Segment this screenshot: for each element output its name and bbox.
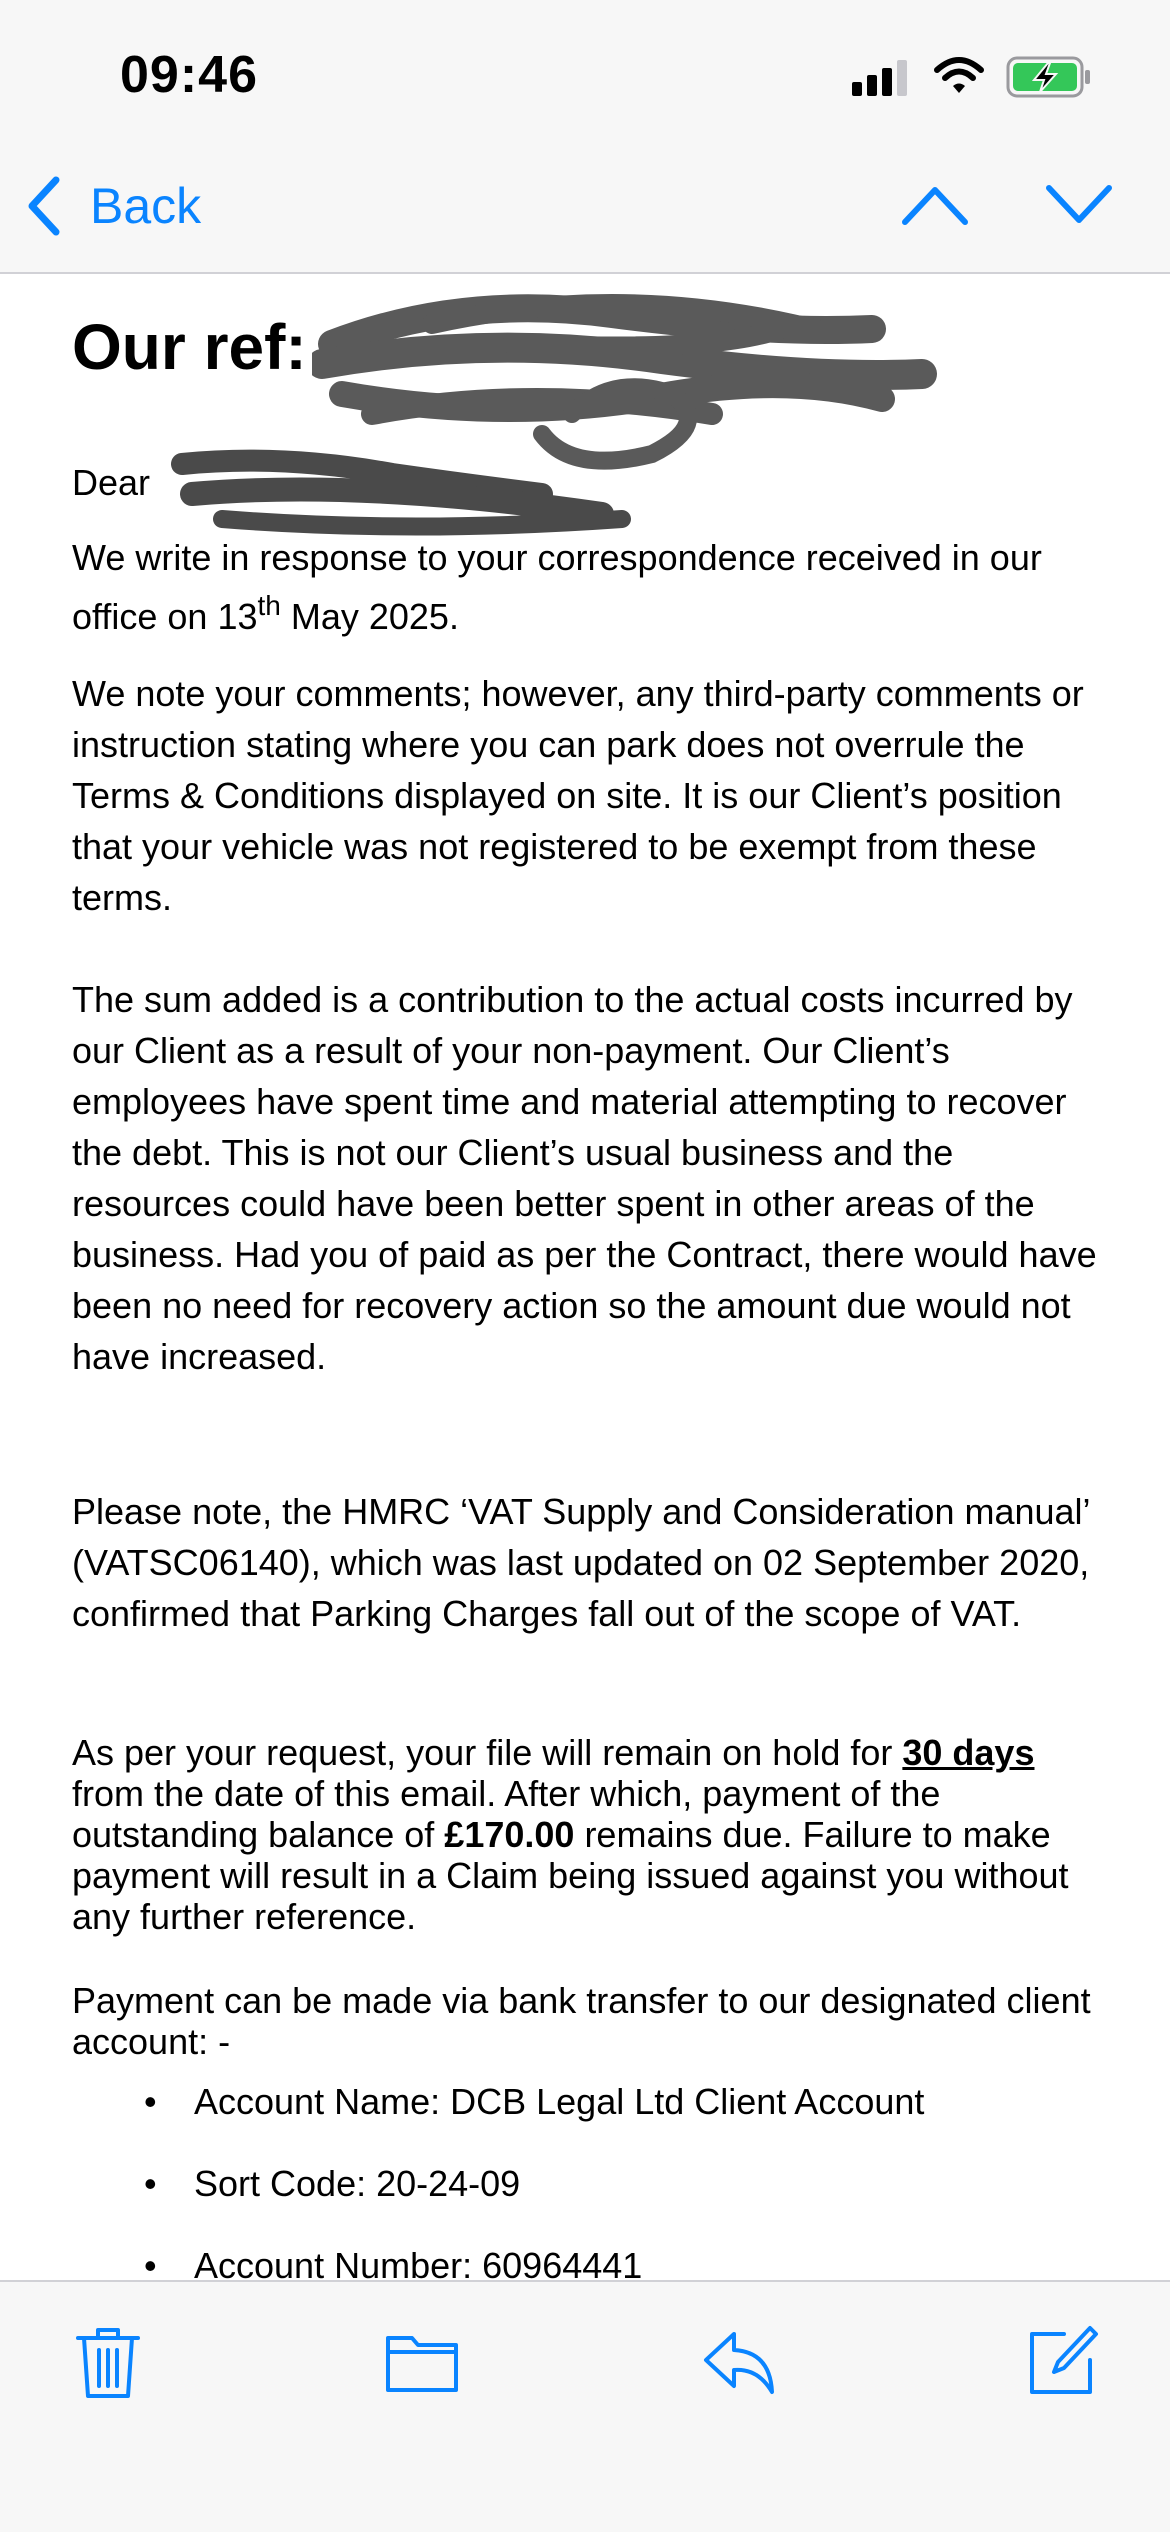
signal-icon <box>852 60 910 96</box>
message-body[interactable] <box>72 274 1112 2280</box>
folder-icon[interactable] <box>384 2324 460 2400</box>
wifi-icon <box>934 56 984 96</box>
balance-amount: £170.00 <box>444 1814 575 1855</box>
battery-charging-icon <box>1006 56 1092 98</box>
chevron-left-icon <box>24 174 64 238</box>
reference-heading: Our ref: <box>72 311 307 383</box>
bottom-toolbar <box>0 2280 1170 2532</box>
paragraph-costs: The sum added is a contribution to the actual costs incurred by our Client as a result of your non-payment. Our Client’s employees have spent time and material attempting to recover the debt. This is not our Client’s usual business and the resources could have been better spent in other areas of the business. Had you of paid as per the Contract, there would have been no need for recovery action so the amount due would not have increased. <box>72 979 1097 1377</box>
status-time: 09:46 <box>120 46 258 104</box>
paragraph-vat: Please note, the HMRC ‘VAT Supply and Consideration manual’ (VATSC06140), which was last updated on 02 September 2020, confirmed that Parking Charges fall out of the scope of VAT. <box>72 1491 1090 1634</box>
paragraph-payment: Payment can be made via bank transfer to our designated client account: - <box>72 1980 1091 2062</box>
salutation: Dear <box>72 462 151 503</box>
trash-icon[interactable] <box>70 2324 146 2400</box>
list-item: • Account Name: DCB Legal Ltd Client Account <box>144 2080 1104 2162</box>
hold-period: 30 days <box>902 1732 1035 1773</box>
chevron-up-icon[interactable] <box>900 180 970 230</box>
paragraph-terms: We note your comments; however, any third-party comments or instruction stating where you can park does not overrule the Terms & Conditions displayed on site. It is our Client’s position that your vehicle was not registered to be exempt from these terms. <box>72 673 1084 918</box>
reply-icon[interactable] <box>702 2324 778 2400</box>
back-label: Back <box>90 178 202 234</box>
back-button[interactable] <box>24 170 201 242</box>
paragraph-hold: As per your request, your file will remain on hold for 30 days from the date of this email. After which, payment of the outstanding balance of £170.00 remains due. Failure to make payment will result in a Claim being issued against you without any further reference. <box>72 1732 1069 1937</box>
paragraph-correspondence: We write in response to your correspondence received in our office on 13th May 2025. <box>72 537 1042 637</box>
account-details-list <box>144 2080 1104 2280</box>
top-bar <box>0 0 1170 274</box>
chevron-down-icon[interactable] <box>1044 180 1114 230</box>
list-item: • Account Number: 60964441 <box>144 2244 1104 2280</box>
compose-icon[interactable] <box>1024 2324 1100 2400</box>
list-item: • Sort Code: 20-24-09 <box>144 2162 1104 2244</box>
